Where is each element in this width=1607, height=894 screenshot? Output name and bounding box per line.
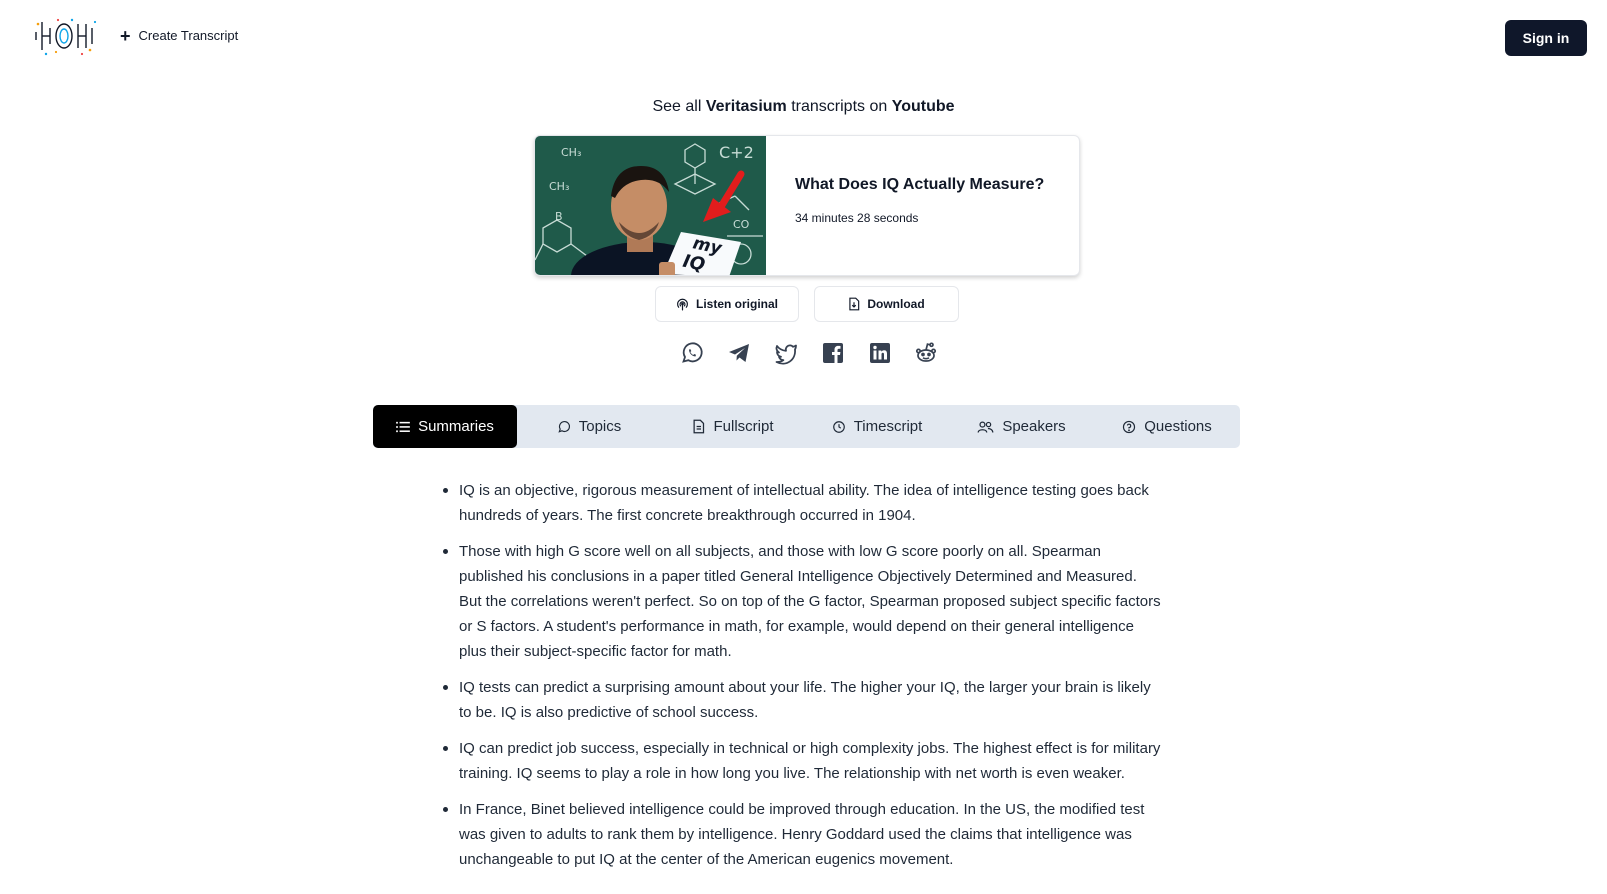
create-transcript-label: Create Transcript — [138, 28, 239, 43]
svg-text:C+2: C+2 — [719, 143, 754, 162]
see-all-middle: transcripts on — [791, 98, 888, 115]
summary-item: IQ tests can predict a surprising amount about your life. The higher your IQ, the larger your brain is likely to be. IQ is also predictive of school success. — [442, 675, 1162, 725]
svg-text:B: B — [555, 210, 563, 223]
thumbnail-text-iq: IQ — [680, 250, 707, 276]
channel-name-link[interactable]: Veritasium — [705, 98, 787, 115]
tab-speakers-label: Speakers — [1002, 418, 1066, 435]
tab-summaries-label: Summaries — [418, 418, 494, 435]
header — [0, 0, 1607, 76]
summary-item: In France, Binet believed intelligence could be improved through education. In the US, the modified test was given to adults to rank them by intelligence. Henry Goddard used the claims that intelligence was unchangeable to put IQ at the center of the American eugenics movement. — [442, 797, 1162, 872]
podcast-icon — [676, 298, 689, 311]
list-icon — [396, 421, 410, 433]
twitter-icon[interactable] — [774, 341, 798, 365]
summaries-list — [442, 478, 1162, 883]
download-label: Download — [867, 297, 925, 311]
summary-item: IQ can predict job success, especially in technical or high complexity jobs. The highest effect is for military training. IQ seems to play a role in how long you live. The relationship with net worth is even weaker. — [442, 736, 1162, 786]
facebook-icon[interactable] — [821, 341, 845, 365]
summary-item: IQ is an objective, rigorous measurement of intellectual ability. The idea of intelligence testing goes back hundreds of years. The first concrete breakthrough occurred in 1904. — [442, 478, 1162, 528]
clock-icon — [832, 420, 846, 434]
download-button[interactable] — [814, 286, 959, 322]
tab-questions-label: Questions — [1144, 418, 1212, 435]
listen-original-button[interactable] — [655, 286, 799, 322]
reddit-icon[interactable] — [914, 341, 938, 365]
see-all-line — [0, 98, 1607, 116]
content-tabs — [373, 405, 1240, 448]
sign-in-button[interactable]: Sign in — [1505, 20, 1587, 56]
tab-questions[interactable] — [1094, 405, 1240, 448]
tab-summaries[interactable] — [373, 405, 517, 448]
see-all-prefix: See all — [652, 98, 702, 115]
thumbnail-text-my: my — [691, 233, 724, 259]
tab-topics-label: Topics — [578, 418, 622, 435]
svg-text:CH₃: CH₃ — [561, 146, 582, 159]
tab-fullscript[interactable] — [661, 405, 805, 448]
svg-text:CH₃: CH₃ — [549, 180, 570, 193]
document-icon — [692, 419, 705, 434]
file-download-icon — [848, 297, 860, 311]
whatsapp-icon[interactable] — [680, 341, 704, 365]
site-logo-icon[interactable] — [32, 14, 100, 58]
video-duration: 34 minutes 28 seconds — [795, 211, 919, 225]
tab-timescript[interactable] — [805, 405, 949, 448]
listen-original-label: Listen original — [695, 297, 778, 311]
question-circle-icon — [1122, 420, 1136, 434]
create-transcript-link[interactable] — [120, 25, 239, 46]
video-card[interactable] — [534, 135, 1080, 276]
tab-speakers[interactable] — [949, 405, 1094, 448]
summary-item: Those with high G score well on all subjects, and those with low G score poorly on all. Spearman published his conclusions in a paper titled General Intelligence Objectively Determined and Measured. But the correlations weren't perfect. So on top of the G factor, Spearman proposed subject specific factors or S factors. A student's performance in math, for example, would depend on their general intelligence plus their subject-specific factor for math. — [442, 539, 1162, 664]
video-thumbnail[interactable] — [535, 136, 766, 276]
tab-timescript-label: Timescript — [853, 418, 923, 435]
plus-icon: + — [120, 25, 131, 46]
tab-fullscript-label: Fullscript — [713, 418, 774, 435]
linkedin-icon[interactable] — [868, 341, 892, 365]
platform-name: Youtube — [891, 98, 955, 115]
video-title[interactable]: What Does IQ Actually Measure? — [795, 176, 1045, 193]
chat-bubble-icon — [557, 420, 571, 434]
telegram-icon[interactable] — [727, 341, 751, 365]
svg-text:CO: CO — [733, 218, 750, 231]
users-icon — [977, 420, 994, 434]
tab-topics[interactable] — [517, 405, 661, 448]
